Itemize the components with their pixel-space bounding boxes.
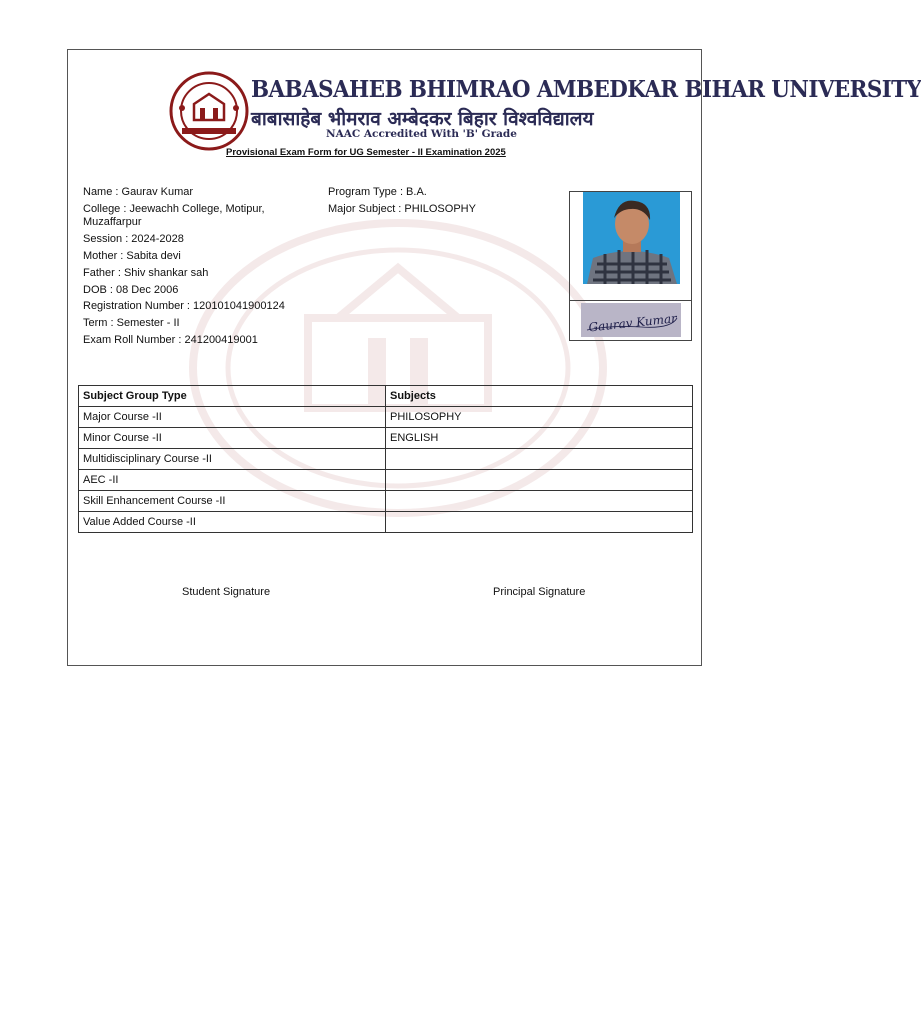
major-subject: Major Subject : PHILOSOPHY — [328, 203, 476, 215]
exam-form — [67, 49, 921, 666]
photo-signature-box — [569, 191, 692, 341]
svg-text:Gaurav Kumar: Gaurav Kumar — [587, 311, 678, 335]
student-dob: DOB : 08 Dec 2006 — [83, 284, 179, 296]
principal-signature-label: Principal Signature — [493, 586, 586, 598]
student-college: College : Jeewachh College, Motipur, Muzaffarpur — [83, 203, 265, 228]
subject-cell — [386, 449, 693, 470]
header-subjects: Subjects — [386, 386, 693, 407]
table-row — [79, 491, 693, 512]
student-photo — [583, 192, 680, 284]
table-row — [79, 512, 693, 533]
subject-cell: ENGLISH — [386, 428, 693, 449]
subjects-table — [78, 385, 693, 533]
table-row — [79, 449, 693, 470]
registration-number: Registration Number : 120101041900124 — [83, 300, 285, 312]
table-row — [79, 428, 693, 449]
form-title: Provisional Exam Form for UG Semester - II Examination 2025 — [226, 147, 506, 158]
student-name: Name : Gaurav Kumar — [83, 186, 194, 198]
university-logo — [168, 70, 250, 152]
naac-grade: NAAC Accredited With 'B' Grade — [326, 128, 517, 140]
subject-cell: PHILOSOPHY — [386, 407, 693, 428]
subject-group-cell: Value Added Course -II — [79, 512, 386, 533]
student-mother: Mother : Sabita devi — [83, 250, 181, 262]
student-term: Term : Semester - II — [83, 317, 180, 329]
photo-divider — [570, 300, 691, 301]
university-name-hindi: बाबासाहेब भीमराव अम्बेदकर बिहार विश्वविद्यालय — [251, 108, 594, 130]
program-type: Program Type : B.A. — [328, 186, 427, 198]
subject-cell — [386, 470, 693, 491]
student-signature-image — [581, 303, 681, 337]
student-signature-label: Student Signature — [182, 586, 271, 598]
subject-group-cell: AEC -II — [79, 470, 386, 491]
table-row — [79, 470, 693, 491]
table-row — [79, 407, 693, 428]
subject-cell — [386, 512, 693, 533]
student-session: Session : 2024-2028 — [83, 233, 184, 245]
subject-group-cell: Minor Course -II — [79, 428, 386, 449]
subject-group-cell: Skill Enhancement Course -II — [79, 491, 386, 512]
subject-cell — [386, 491, 693, 512]
subject-group-cell: Multidisciplinary Course -II — [79, 449, 386, 470]
university-name-english: BABASAHEB BHIMRAO AMBEDKAR BIHAR UNIVERSITY — [251, 76, 921, 103]
table-header-row — [79, 386, 693, 407]
exam-roll-number: Exam Roll Number : 241200419001 — [83, 334, 258, 346]
header-subject-group-type: Subject Group Type — [79, 386, 386, 407]
subject-group-cell: Major Course -II — [79, 407, 386, 428]
student-father: Father : Shiv shankar sah — [83, 267, 209, 279]
